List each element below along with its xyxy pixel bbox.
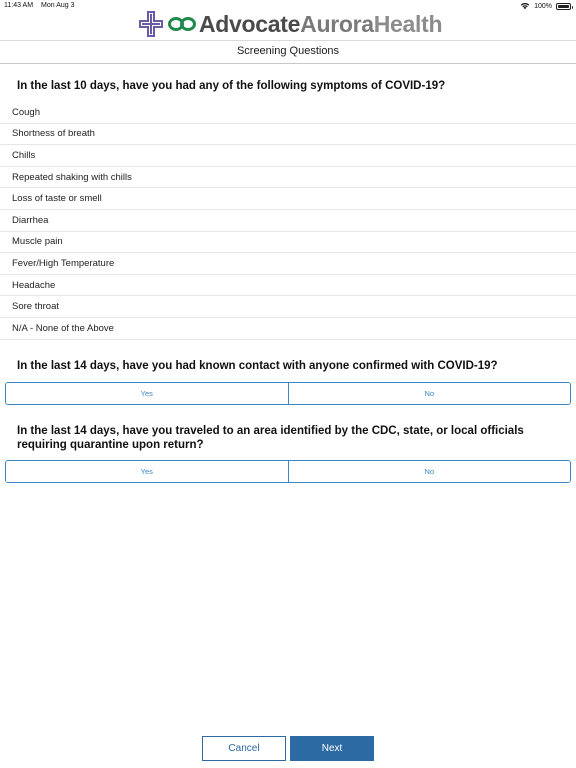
question-travel: In the last 14 days, have you traveled to an area identified by the CDC, state, or local officials requiring quarantine upon return?	[17, 425, 524, 451]
contact-yes-button[interactable]: Yes	[6, 383, 288, 404]
wifi-icon	[520, 2, 530, 10]
battery-icon	[556, 3, 571, 10]
status-time: 11:43 AM	[4, 2, 34, 9]
question-contact: In the last 14 days, have you had known contact with anyone confirmed with COVID-19?	[17, 360, 498, 372]
contact-segmented-control	[5, 382, 571, 405]
contact-no-button[interactable]: No	[288, 383, 571, 404]
status-right	[520, 2, 571, 10]
symptom-option[interactable]: Cough	[0, 102, 576, 124]
logo-aurora: Aurora	[300, 10, 374, 37]
symptom-option[interactable]: Loss of taste or smell	[0, 188, 576, 210]
symptom-option[interactable]: Shortness of breath	[0, 124, 576, 146]
cancel-button[interactable]: Cancel	[202, 736, 286, 761]
logo-wordmark	[199, 11, 442, 38]
symptom-option[interactable]: Chills	[0, 145, 576, 167]
logo-advocate: Advocate	[199, 10, 301, 37]
next-button[interactable]: Next	[290, 736, 374, 761]
status-date: Mon Aug 3	[41, 2, 75, 9]
infinity-icon	[168, 16, 196, 32]
symptom-option[interactable]: Muscle pain	[0, 232, 576, 254]
advocate-aurora-logo	[138, 10, 442, 38]
question-symptoms: In the last 10 days, have you had any of the following symptoms of COVID-19?	[17, 80, 446, 92]
symptom-option[interactable]: Sore throat	[0, 296, 576, 318]
symptom-option[interactable]: Headache	[0, 275, 576, 297]
battery-level	[558, 5, 569, 8]
logo-health: Health	[373, 10, 443, 37]
travel-no-button[interactable]: No	[288, 461, 571, 482]
symptom-option[interactable]: Diarrhea	[0, 210, 576, 232]
page-title: Screening Questions	[236, 45, 340, 57]
cross-icon	[138, 10, 164, 38]
header-divider	[0, 40, 576, 41]
symptom-list	[0, 102, 576, 340]
travel-yes-button[interactable]: Yes	[6, 461, 288, 482]
travel-segmented-control	[5, 460, 571, 483]
symptom-option[interactable]: Repeated shaking with chills	[0, 167, 576, 189]
symptom-option[interactable]: N/A - None of the Above	[0, 318, 576, 340]
title-divider	[0, 63, 576, 64]
battery-percent: 100%	[534, 2, 552, 10]
symptom-option[interactable]: Fever/High Temperature	[0, 253, 576, 275]
status-left	[4, 2, 80, 9]
